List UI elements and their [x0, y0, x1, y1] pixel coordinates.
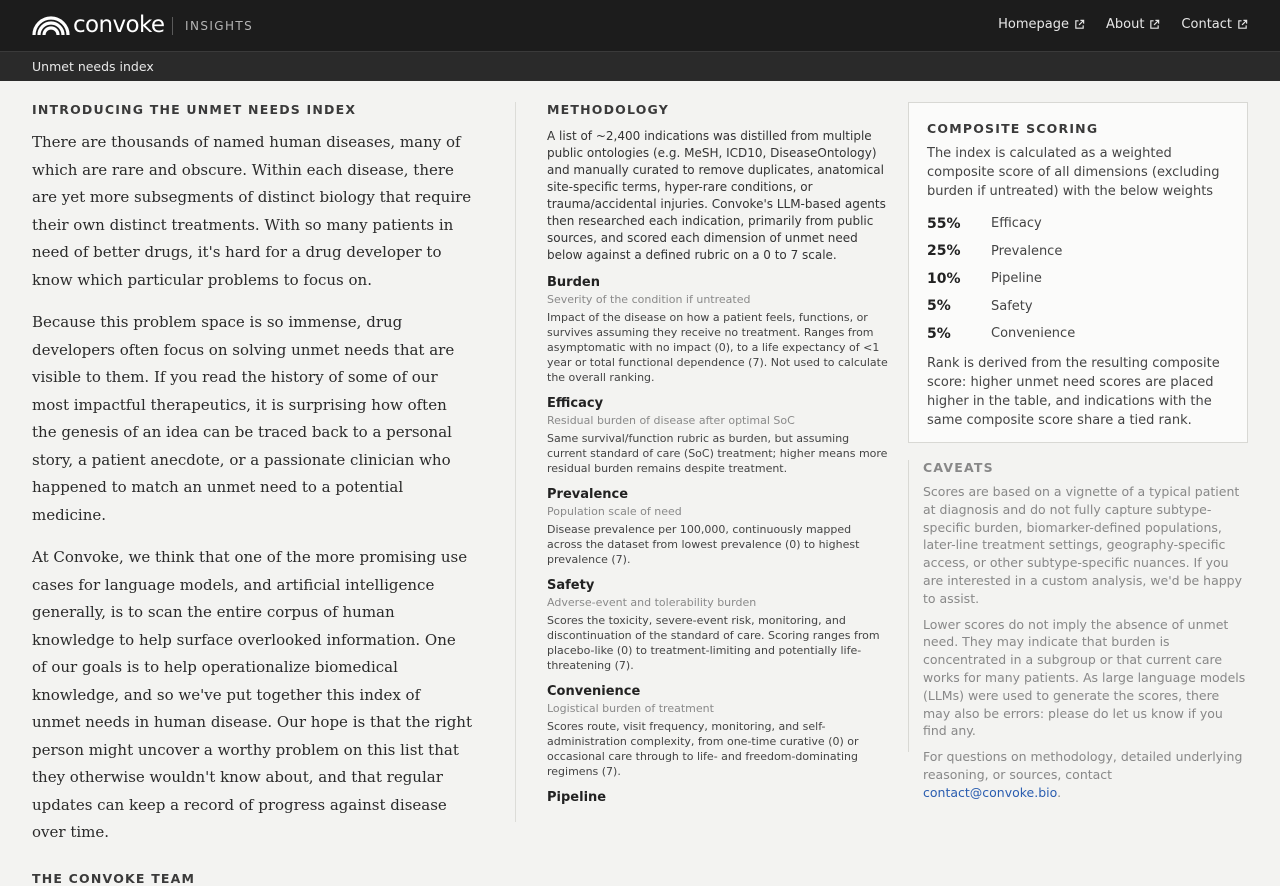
contact-email-link[interactable]: contact@convoke.bio [923, 784, 1058, 800]
dimension-convenience [547, 683, 889, 779]
dimension-description: Scores route, visit frequency, monitoring, and self-administration complexity, from one-time curative (0) or occasional care through to life- and freedom-dominating regimens (7). [547, 720, 859, 778]
dimension-name: Safety [547, 578, 595, 593]
dimension-name: Prevalence [547, 487, 629, 502]
caveats-paragraph: Lower scores do not imply the absence of unmet need. They may indicate that burden is concentrated in a subgroup or that current care works for many patients. As large language models (LLMs) were used to generate the scores, there may also be errors: please do let us know if you find any. [923, 616, 1246, 739]
weight-percent: 55% [927, 215, 961, 232]
rainbow-arc-logo-icon [32, 13, 70, 37]
methodology-heading: METHODOLOGY [547, 102, 669, 117]
caveats-contact-end: . [1057, 784, 1062, 800]
dimension-name: Pipeline [547, 790, 607, 805]
dimension-description: Disease prevalence per 100,000, continuously mapped across the dataset from lowest prevalence (0) to highest prevalence (7). [547, 523, 860, 566]
composite-heading: COMPOSITE SCORING [927, 121, 1099, 136]
rank-note: Rank is derived from the resulting composite score: higher unmet need scores are placed higher in the table, and indications with the same composite score share a tied rank. [927, 355, 1220, 428]
composite-scoring-card [908, 102, 1248, 443]
intro-paragraph: Because this problem space is so immense, drug developers often focus on solving unmet needs that are visible to them. If you read the history of some of our most impactful therapeutics, it is surprising how often the genesis of an idea can be traced back to a personal story, a patient anecdote, or a passionate clinician who happened to match an unmet need to a potential medicine. [32, 313, 455, 524]
external-link-icon [1149, 19, 1160, 30]
dimension-description: Scores the toxicity, severe-event risk, monitoring, and discontinuation of the standard of care. Scoring ranges from placebo-like (0) to treatment-limiting and potentially life-threatening (7). [547, 614, 880, 672]
dimension-subtitle: Residual burden of disease after optimal SoC [547, 414, 795, 427]
dimension-pipeline [547, 789, 889, 806]
weight-percent: 10% [927, 270, 961, 287]
weight-row [927, 320, 1229, 348]
sub-nav-tab-unmet-needs[interactable]: Unmet needs index [32, 59, 154, 74]
nav-homepage-label: Homepage [998, 17, 1069, 32]
nav-contact-label: Contact [1181, 17, 1232, 32]
intro-heading: INTRODUCING THE UNMET NEEDS INDEX [32, 102, 357, 117]
weight-label: Pipeline [991, 271, 1042, 287]
brand-logo[interactable] [32, 12, 164, 38]
weight-row [927, 293, 1229, 321]
weight-label: Efficacy [991, 216, 1042, 232]
caveats-heading: CAVEATS [923, 460, 994, 475]
dimension-prevalence [547, 486, 889, 567]
dimension-safety [547, 577, 889, 673]
external-link-icon [1074, 19, 1085, 30]
weight-row [927, 265, 1229, 293]
dimension-description: Same survival/function rubric as burden, but assuming current standard of care (SoC) treatment; higher means more residual burden remains despite treatment. [547, 432, 888, 475]
weight-label: Safety [991, 298, 1033, 314]
dimension-subtitle: Adverse-event and tolerability burden [547, 596, 757, 609]
weight-label: Convenience [991, 326, 1076, 342]
external-link-icon [1237, 19, 1248, 30]
dimension-name: Efficacy [547, 396, 604, 411]
dimension-subtitle: Severity of the condition if untreated [547, 293, 751, 306]
team-heading: THE CONVOKE TEAM [32, 870, 196, 886]
nav-about-label: About [1105, 17, 1145, 32]
top-bar [0, 0, 1280, 51]
intro-paragraph: There are thousands of named human diseases, many of which are rare and obscure. Within each disease, there are yet more subsegments of distinct biology that require their own distinct treatments. With so many patients in need of better drugs, it's hard for a drug developer to know which particular problems to focus on. [32, 133, 472, 289]
caveats-section [908, 460, 1248, 800]
sub-nav-bar [0, 51, 1280, 81]
methodology-section [547, 102, 889, 806]
dimension-burden [547, 274, 889, 385]
caveats-contact-paragraph [923, 748, 1248, 801]
dimension-efficacy [547, 395, 889, 476]
weight-percent: 5% [927, 325, 951, 342]
brand-name: convoke [73, 12, 165, 38]
weight-label: Prevalence [991, 243, 1063, 259]
top-nav [977, 17, 1248, 32]
dimension-subtitle: Logistical burden of treatment [547, 702, 714, 715]
brand-section-label: INSIGHTS [185, 19, 254, 33]
weight-row [927, 210, 1229, 238]
caveats-paragraph: Scores are based on a vignette of a typical patient at diagnosis and do not fully capture subtype-specific burden, biomarker-defined populations, later-line treatment settings, geography-specific access, or other subtype-specific nuances. If you are interested in a custom analysis, we'd be happy to assist. [923, 484, 1243, 606]
nav-contact-link[interactable] [1181, 17, 1248, 32]
dimension-name: Convenience [547, 684, 641, 699]
nav-homepage-link[interactable] [998, 17, 1085, 32]
dimension-subtitle: Population scale of need [547, 505, 682, 518]
dimension-description: Impact of the disease on how a patient feels, functions, or survives assuming they receive no treatment. Ranges from asymptomatic with no impact (0), to a life expectancy of <1 year or total functional dependence (7). Not used to calculate the overall ranking. [547, 311, 888, 384]
brand-separator [172, 17, 173, 35]
dimension-name: Burden [547, 275, 600, 290]
column-divider [515, 102, 516, 822]
weight-percent: 5% [927, 298, 951, 315]
methodology-intro: A list of ~2,400 indications was distilled from multiple public ontologies (e.g. MeSH, ICD10, DiseaseOntology) and manually curated to remove duplicates, anatomical site-specific terms, hyper-rare conditions, or trauma/accidental injuries. Convoke's LLM-based agents then researched each indication, primarily from public sources, and scored each dimension of unmet need below against a defined rubric on a 0 to 7 scale. [547, 129, 886, 262]
weight-percent: 25% [927, 243, 961, 260]
intro-section [32, 102, 472, 886]
intro-paragraph: At Convoke, we think that one of the more promising use cases for language models, and artificial intelligence generally, is to scan the entire corpus of human knowledge to help surface overlooked information. One of our goals is to help operationalize biomedical knowledge, and so we've put together this index of unmet needs in human disease. Our hope is that the right person might uncover a worthy problem on this list that they otherwise wouldn't know about, and that regular updates can keep a record of progress against disease over time. [32, 548, 472, 841]
composite-intro: The index is calculated as a weighted composite score of all dimensions (excluding burden if untreated) with the below weights [927, 146, 1220, 199]
caveats-contact-text: For questions on methodology, detailed underlying reasoning, or sources, contact [923, 749, 1243, 782]
nav-about-link[interactable] [1106, 17, 1160, 32]
weight-row [927, 238, 1229, 266]
weights-list [927, 210, 1229, 348]
